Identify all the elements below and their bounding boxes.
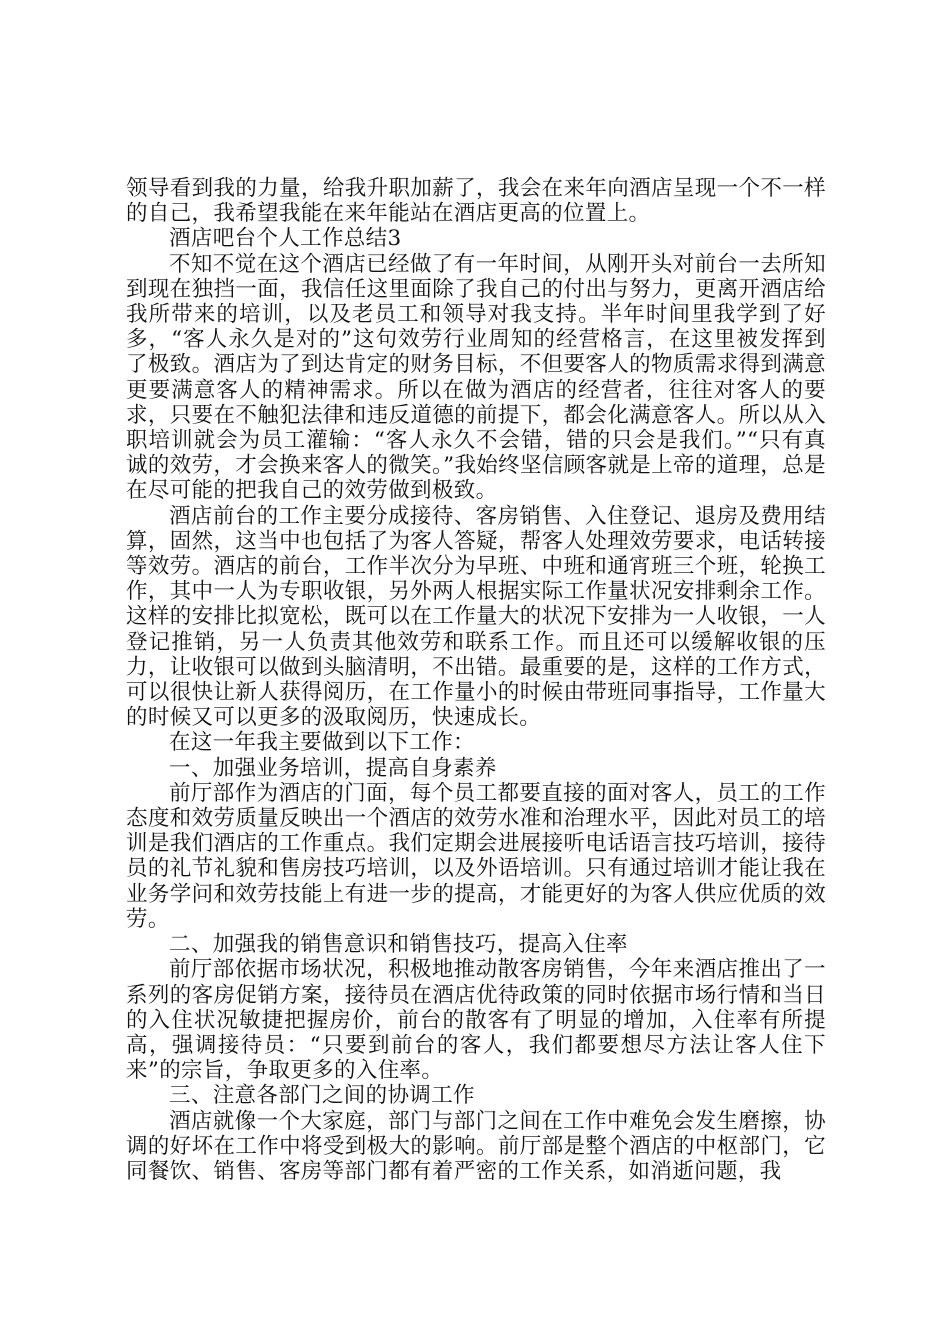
section-heading: 三、注意各部门之间的协调工作 [169,1083,475,1109]
paragraph: 酒店就像一个大家庭，部门与部门之间在工作中难免会发生磨擦，协调的好坏在工作中将受到极大的影响。前厅部是整个酒店的中枢部门，它同餐饮、销售、客房等部门都有着严密的工作关系，如消逝问题，我 [126,1108,826,1184]
document-page [126,176,826,1184]
section-heading: 酒店吧台个人工作总结3 [169,226,402,252]
paragraph: 在这一年我主要做到以下工作： [169,730,475,756]
section-heading: 二、加强我的销售意识和销售技巧，提高入住率 [169,932,628,958]
paragraph: 前厅部依据市场状况，积极地推动散客房销售，今年来酒店推出了一系列的客房促销方案，接待员在酒店优待政策的同时依据市场行情和当日的入住状况敏捷把握房价，前台的散客有了明显的增加，入住率有所提高，强调接待员：“只要到前台的客人，我们都要想尽方法让客人住下来”的宗旨，争取更多的入住率。 [126,957,826,1084]
paragraph: 不知不觉在这个酒店已经做了有一年时间，从刚开头对前台一去所知到现在独挡一面，我信任这里面除了我自己的付出与努力，更离开酒店给我所带来的培训，以及老员工和领导对我支持。半年时间里我学到了好多，“客人永久是对的”这句效劳行业周知的经营格言，在这里被发挥到了极致。酒店为了到达肯定的财务目标，不但要客人的物质需求得到满意更要满意客人的精神需求。所以在做为酒店的经营者，往往对客人的要求，只要在不触犯法律和违反道德的前提下，都会化满意客人。所以从入职培训就会为员工灌输：“客人永久不会错，错的只会是我们。”“只有真诚的效劳，才会换来客人的微笑。”我始终坚信顾客就是上帝的道理，总是在尽可能的把我自己的效劳做到极致。 [126,251,826,504]
paragraph: 领导看到我的力量，给我升职加薪了，我会在来年向酒店呈现一个不一样的自己，我希望我能在来年能站在酒店更高的位置上。 [126,176,826,227]
section-heading: 一、加强业务培训，提高自身素养 [169,755,497,781]
paragraph: 酒店前台的工作主要分成接待、客房销售、入住登记、退房及费用结算，固然，这当中也包括了为客人答疑，帮客人处理效劳要求，电话转接等效劳。酒店的前台，工作半次分为早班、中班和通宵班三个班，轮换工作，其中一人为专职收银，另外两人根据实际工作量状况安排剩余工作。这样的安排比拟宽松，既可以在工作量大的状况下安排为一人收银，一人登记推销，另一人负责其他效劳和联系工作。而且还可以缓解收银的压力，让收银可以做到头脑清明，不出错。最重要的是，这样的工作方式，可以很快让新人获得阅历，在工作量小的时候由带班同事指导，工作量大的时候又可以更多的汲取阅历，快速成长。 [126,503,826,731]
paragraph: 前厅部作为酒店的门面，每个员工都要直接的面对客人，员工的工作态度和效劳质量反映出一个酒店的效劳水准和治理水平，因此对员工的培训是我们酒店的工作重点。我们定期会进展接听电话语言技巧培训，接待员的礼节礼貌和售房技巧培训，以及外语培训。只有通过培训才能让我在业务学问和效劳技能上有进一步的提高，才能更好的为客人供应优质的效劳。 [126,780,826,932]
